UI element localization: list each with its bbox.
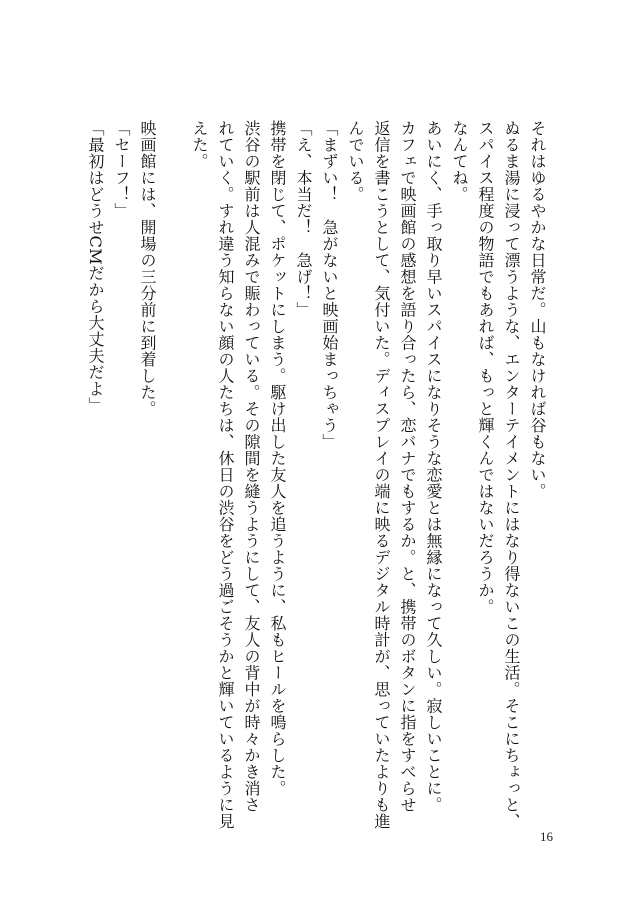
dialogue-line: 「え、本当だ！ 急げ！」 — [294, 120, 313, 318]
text-line: あいにく、手っ取り早いスパイスになりそうな恋愛とは無縁になって久しい。寂しいことに。 — [424, 120, 443, 813]
dialogue-line: 「セーフ！」 — [112, 120, 131, 219]
dialogue-line: 「まずい！ 急がないと映画始まっちゃう」 — [320, 120, 339, 450]
page-number: 16 — [540, 829, 553, 844]
text-line: 映画館には、開場の三分前に到着した。 — [138, 120, 157, 417]
text-line: 携帯を閉じて、ポケットにしまう。駆け出した友人を追うように、私もヒールを鳴らした。 — [268, 120, 287, 797]
text-line: んでいる。 — [346, 120, 365, 203]
text-line: 返信を書こうとして、気付いた。ディスプレイの端に映るデジタル時計が、思っていたよりも進 — [372, 120, 391, 830]
text-line: それはゆるやかな日常だ。山もなければ谷もない。 — [528, 120, 547, 500]
text-line: 渋谷の駅前は人混みで賑わっている。その隙間を縫うようにして、友人の背中が時々かき消さ — [242, 120, 261, 813]
text-line: ぬるま湯に浸って漂うような、エンターテイメントにはなり得ないこの生活。そこにちょっと、 — [502, 120, 521, 830]
text-line: えた。 — [190, 120, 209, 170]
text-line: スパイス程度の物語でもあれば、もっと輝くんではないだろうか。 — [476, 120, 495, 615]
section-break — [160, 120, 186, 800]
dialogue-line: 「最初はどうせCMだから大丈夫だよ」 — [86, 120, 105, 414]
text-line: れていく。すれ違う知らない顔の人たちは、休日の渋谷をどう過ごそうかと輝いているように見 — [216, 120, 235, 830]
body-text — [82, 120, 550, 830]
text-line: なんてね。 — [450, 120, 469, 203]
text-line: カフェで映画館の感想を語り合ったら、恋バナでもするか。と、携帯のボタンに指をすべらせ — [398, 120, 417, 813]
